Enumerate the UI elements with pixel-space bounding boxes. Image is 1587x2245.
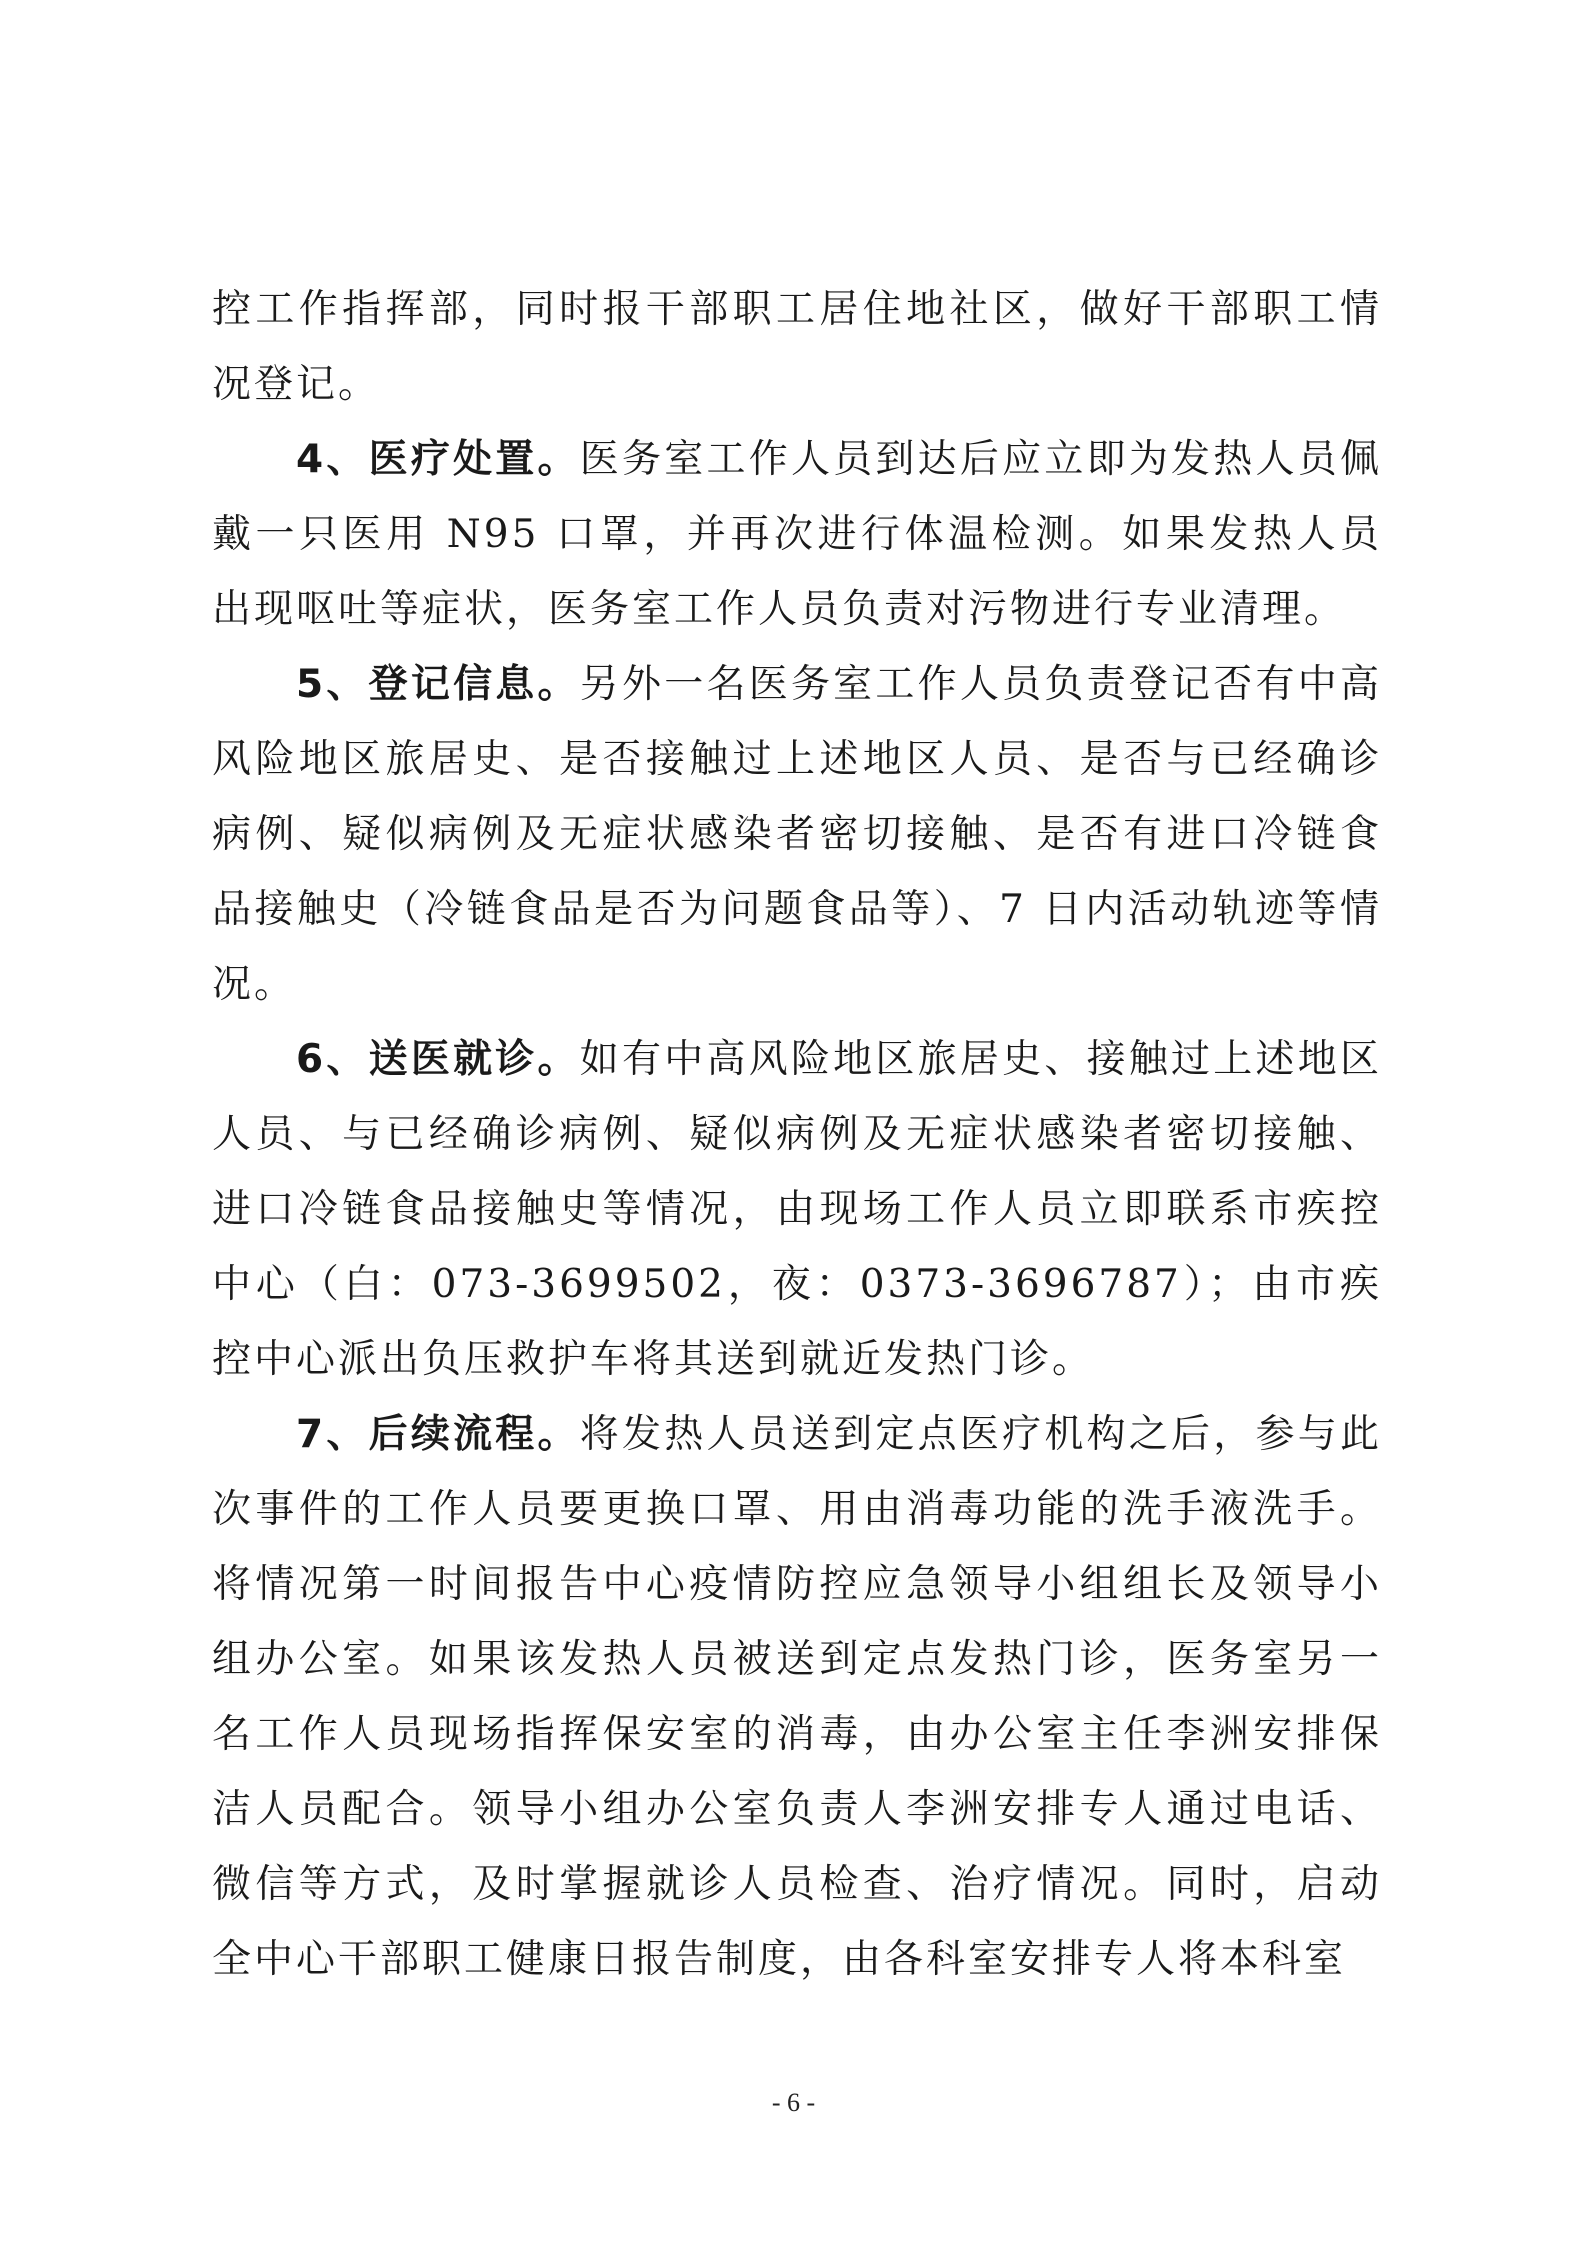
section-heading: 6、送医就诊。 [296, 1037, 580, 1082]
section-heading: 4、医疗处置。 [296, 437, 580, 482]
section-register-info [212, 647, 1382, 1022]
section-heading: 5、登记信息。 [296, 662, 580, 707]
section-send-to-doctor [212, 1022, 1382, 1397]
section-text: 将发热人员送到定点医疗机构之后，参与此次事件的工作人员要更换口罩、用由消毒功能的洗手液洗手。将情况第一时间报告中心疫情防控应急领导小组组长及领导小组办公室。如果该发热人员被送到定点发热门诊，医务室另一名工作人员现场指挥保安室的消毒，由办公室主任李洲安排保洁人员配合。领导小组办公室负责人李洲安排专人通过电话、微信等方式，及时掌握就诊人员检查、治疗情况。同时，启动全中心干部职工健康日报告制度，由各科室安排专人将本科室 [212, 1412, 1382, 1982]
continuation-paragraph: 控工作指挥部，同时报干部职工居住地社区，做好干部职工情况登记。 [212, 287, 1382, 407]
section-text: 如有中高风险地区旅居史、接触过上述地区人员、与已经确诊病例、疑似病例及无症状感染者密切接触、进口冷链食品接触史等情况，由现场工作人员立即联系市疾控中心（白：073-3699502，夜：0373-3696787）；由市疾控中心派出负压救护车将其送到就近发热门诊。 [212, 1037, 1382, 1382]
section-follow-up [212, 1397, 1382, 1997]
page-number: - 6 - [771, 2088, 816, 2117]
section-text: 另外一名医务室工作人员负责登记否有中高风险地区旅居史、是否接触过上述地区人员、是否与已经确诊病例、疑似病例及无症状感染者密切接触、是否有进口冷链食品接触史（冷链食品是否为问题食品等）、7 日内活动轨迹等情况。 [212, 662, 1382, 1007]
section-medical-treatment [212, 422, 1382, 647]
section-text: 医务室工作人员到达后应立即为发热人员佩戴一只医用 N95 口罩，并再次进行体温检测。如果发热人员出现呕吐等症状，医务室工作人员负责对污物进行专业清理。 [212, 437, 1382, 632]
section-heading: 7、后续流程。 [296, 1412, 580, 1457]
document-body [212, 272, 1382, 1997]
